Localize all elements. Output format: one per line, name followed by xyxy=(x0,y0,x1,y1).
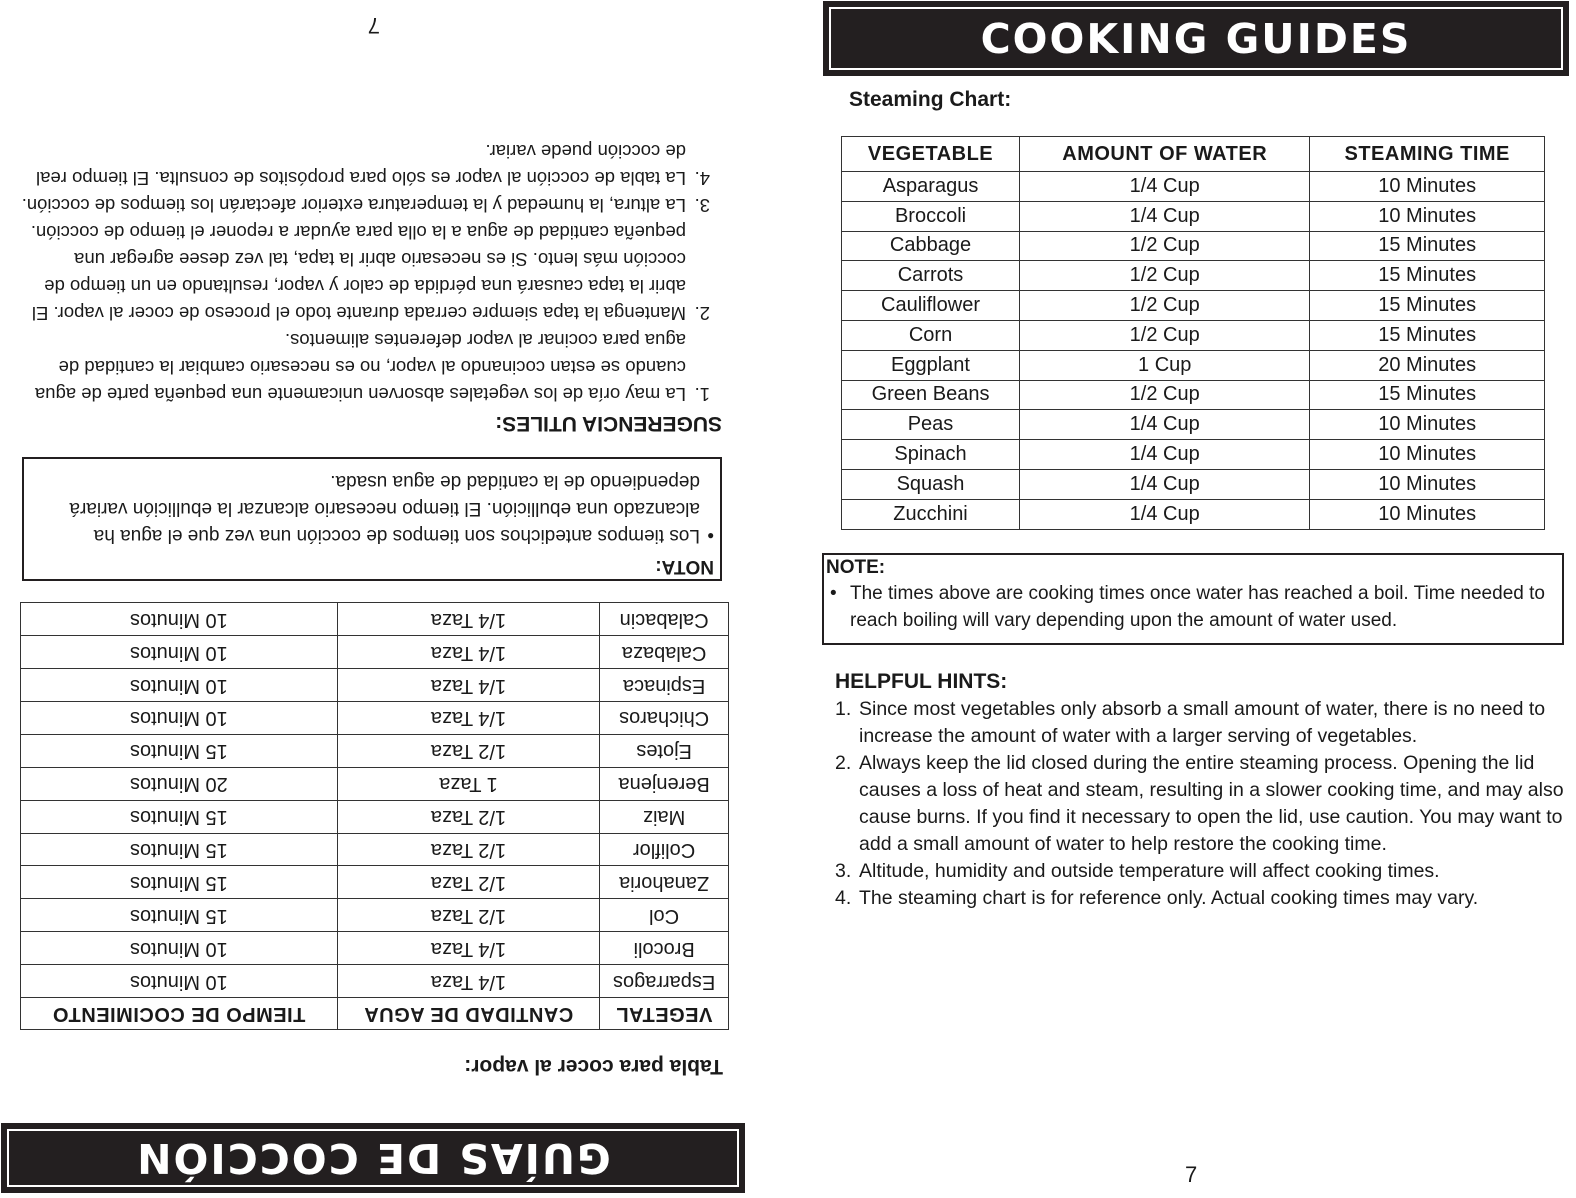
english-note-label: NOTE: xyxy=(826,557,886,578)
table-cell: 1/2 Taza xyxy=(337,866,599,899)
table-row xyxy=(21,734,729,767)
table-row xyxy=(21,800,729,833)
hint-line: agua para cocinar al vapor deferentes alimentos. xyxy=(284,330,686,351)
table-cell: 10 Minutos xyxy=(21,932,338,965)
table-row xyxy=(842,499,1545,529)
table-cell: Col xyxy=(600,899,729,932)
table-cell: 10 Minutos xyxy=(21,701,338,734)
column-header: VEGETAL xyxy=(600,998,729,1030)
table-row xyxy=(21,701,729,734)
spanish-title: GUÍAS DE COCCIÓN xyxy=(135,1134,611,1182)
table-row xyxy=(21,833,729,866)
table-cell: 1/4 Cup xyxy=(1020,410,1310,440)
hint-number: 2. xyxy=(694,303,710,324)
table-cell: 1/4 Taza xyxy=(337,603,599,636)
table-row xyxy=(842,440,1545,470)
table-cell: 1/4 Taza xyxy=(337,636,599,669)
table-cell: 1/2 Taza xyxy=(337,899,599,932)
hint-number: 1. xyxy=(835,698,852,720)
hint-number: 3. xyxy=(835,860,852,882)
hint-item xyxy=(835,885,1570,912)
table-cell: 1/2 Cup xyxy=(1020,261,1310,291)
hint-item xyxy=(835,750,1570,858)
table-row xyxy=(21,965,729,998)
table-cell: 1/2 Cup xyxy=(1020,291,1310,321)
table-row xyxy=(21,932,729,965)
table-cell: 10 Minutes xyxy=(1310,440,1545,470)
hint-item xyxy=(4,219,710,327)
table-row xyxy=(842,320,1545,350)
english-title: COOKING GUIDES xyxy=(980,14,1412,63)
table-cell: 15 Minutes xyxy=(1310,320,1545,350)
english-steaming-table xyxy=(841,136,1545,530)
table-cell: 10 Minutes xyxy=(1310,410,1545,440)
table-cell: 10 Minutes xyxy=(1310,172,1545,202)
english-page xyxy=(788,0,1576,1198)
table-row xyxy=(842,201,1545,231)
table-cell: 15 Minutes xyxy=(1310,261,1545,291)
table-cell: 15 Minutes xyxy=(1310,231,1545,261)
hint-line: The steaming chart is for reference only. Actual cooking times may vary. xyxy=(859,887,1479,909)
table-header-row xyxy=(21,998,729,1030)
spanish-page-number: 7 xyxy=(367,13,380,38)
english-chart-heading: Steaming Chart: xyxy=(849,88,1012,111)
table-cell: Green Beans xyxy=(842,380,1020,410)
table-cell: Calabacin xyxy=(600,603,729,636)
table-cell: 10 Minutos xyxy=(21,636,338,669)
hint-line: increase the amount of water with a larger serving of vegetables. xyxy=(859,725,1418,747)
table-cell: 1/2 Cup xyxy=(1020,231,1310,261)
column-header: AMOUNT OF WATER xyxy=(1020,137,1310,172)
column-header: CANTIDAD DE AGUA xyxy=(337,998,599,1030)
table-cell: Peas xyxy=(842,410,1020,440)
table-cell: Esparragos xyxy=(600,965,729,998)
english-page-number: 7 xyxy=(1185,1162,1198,1187)
table-row xyxy=(842,350,1545,380)
hint-number: 1. xyxy=(694,384,710,405)
note-line: dependiendo de la cantidad de agua usada. xyxy=(330,471,700,492)
table-row xyxy=(842,261,1545,291)
table-cell: Coliflor xyxy=(600,833,729,866)
hint-item xyxy=(4,138,710,192)
table-cell: 15 Minutes xyxy=(1310,291,1545,321)
table-cell: 10 Minutos xyxy=(21,603,338,636)
table-cell: 15 Minutos xyxy=(21,899,338,932)
spanish-chart-heading: Tabla para cocer al vapor: xyxy=(464,1055,723,1078)
table-cell: Calabaza xyxy=(600,636,729,669)
table-row xyxy=(842,291,1545,321)
table-row xyxy=(21,636,729,669)
table-cell: Corn xyxy=(842,320,1020,350)
table-cell: 1/4 Cup xyxy=(1020,440,1310,470)
hint-line: Altitude, humidity and outside temperature will affect cooking times. xyxy=(859,860,1440,882)
table-cell: Squash xyxy=(842,469,1020,499)
table-cell: Zucchini xyxy=(842,499,1020,529)
table-cell: 1/2 Taza xyxy=(337,833,599,866)
table-cell: 1/2 Taza xyxy=(337,734,599,767)
table-row xyxy=(842,410,1545,440)
table-cell: 10 Minutos xyxy=(21,965,338,998)
hint-line: Always keep the lid closed during the entire steaming process. Opening the lid xyxy=(859,752,1535,774)
table-cell: 20 Minutes xyxy=(1310,350,1545,380)
hint-item xyxy=(4,327,710,408)
spanish-note-label: NOTA: xyxy=(655,556,714,577)
table-row xyxy=(21,866,729,899)
table-cell: Carrots xyxy=(842,261,1020,291)
table-cell: Chicharos xyxy=(600,701,729,734)
hint-line: cause burns. If you find it necessary to open the lid, use caution. You may want to xyxy=(859,806,1563,828)
hint-line: Since most vegetables only absorb a small amount of water, there is no need to xyxy=(859,698,1546,720)
hint-line: La altura, la humedad y la temperatura exterior afectarán los tiempos de cocción. xyxy=(21,195,686,216)
table-cell: 10 Minutes xyxy=(1310,469,1545,499)
spanish-title-bar xyxy=(1,1123,745,1193)
spanish-steaming-table xyxy=(20,602,729,1030)
note-line: Los tiempos antedichos son tiempos de cocción una vez que el agua ha xyxy=(93,525,700,546)
hint-line: La may oría de los vegetales absorven unicamente una pequeña parte de agua xyxy=(34,384,686,405)
table-row xyxy=(21,767,729,800)
note-line: The times above are cooking times once water has reached a boil. Time needed to xyxy=(850,583,1545,604)
hint-number: 3. xyxy=(694,195,710,216)
column-header: VEGETABLE xyxy=(842,137,1020,172)
bullet-icon: • xyxy=(707,524,714,545)
table-row xyxy=(842,231,1545,261)
table-row xyxy=(842,380,1545,410)
note-line: reach boiling will vary depending upon the amount of water used. xyxy=(850,610,1398,631)
table-cell: 1 Cup xyxy=(1020,350,1310,380)
table-cell: 15 Minutes xyxy=(1310,380,1545,410)
english-title-bar xyxy=(823,1,1569,76)
hint-line: pequeña cantidad de agua a la olla para ayudar a reponer el tiempo de cocción. xyxy=(30,222,686,243)
table-cell: Spinach xyxy=(842,440,1020,470)
table-row xyxy=(842,469,1545,499)
table-cell: Ejotes xyxy=(600,734,729,767)
table-cell: Espinaca xyxy=(600,669,729,702)
table-cell: 1/2 Cup xyxy=(1020,380,1310,410)
hint-number: 2. xyxy=(835,752,852,774)
table-cell: Maiz xyxy=(600,800,729,833)
english-hints-heading: HELPFUL HINTS: xyxy=(835,670,1008,693)
table-row xyxy=(21,603,729,636)
hint-item xyxy=(4,192,710,219)
hint-item xyxy=(835,858,1570,885)
hint-line: causes a loss of heat and steam, resulting in a slower cooking time, and may also xyxy=(859,779,1564,801)
table-cell: 1/2 Taza xyxy=(337,800,599,833)
hint-line: Mantenga la tapa siempre cerrada durante todo el proceso de cocer al vapor. El xyxy=(31,303,686,324)
table-cell: Eggplant xyxy=(842,350,1020,380)
table-cell: 20 Minutos xyxy=(21,767,338,800)
english-hints-list xyxy=(835,696,1570,912)
table-cell: Cauliflower xyxy=(842,291,1020,321)
table-header-row xyxy=(842,137,1545,172)
table-cell: 15 Minutos xyxy=(21,833,338,866)
hint-line: La tabla de cocción al vapor es sólo para propósitos de consulta. El tiempo real xyxy=(36,168,686,189)
bullet-icon: • xyxy=(830,583,837,604)
column-header: TIEMPO DE COCIMIENTO xyxy=(21,998,338,1030)
column-header: STEAMING TIME xyxy=(1310,137,1545,172)
hint-line: add a small amount of water to help restore the cooking time. xyxy=(859,833,1387,855)
table-cell: 1/4 Cup xyxy=(1020,201,1310,231)
hint-number: 4. xyxy=(835,887,852,909)
table-cell: 1/4 Taza xyxy=(337,965,599,998)
table-cell: 1/4 Cup xyxy=(1020,499,1310,529)
table-row xyxy=(21,669,729,702)
table-row xyxy=(21,899,729,932)
table-cell: 1/2 Cup xyxy=(1020,320,1310,350)
table-cell: Broccoli xyxy=(842,201,1020,231)
table-cell: Brocoli xyxy=(600,932,729,965)
table-cell: Berenjena xyxy=(600,767,729,800)
table-cell: 10 Minutes xyxy=(1310,201,1545,231)
table-cell: Zanahoria xyxy=(600,866,729,899)
english-note-box xyxy=(822,553,1564,645)
hint-line: abrir la tapa causará una pérdida de calor y vapor, resultando en un tiempo de xyxy=(44,276,686,297)
table-cell: 1/4 Taza xyxy=(337,669,599,702)
spanish-note-box xyxy=(22,457,722,581)
table-cell: 10 Minutes xyxy=(1310,499,1545,529)
table-cell: 15 Minutos xyxy=(21,800,338,833)
table-cell: 1/4 Cup xyxy=(1020,172,1310,202)
table-cell: 15 Minutos xyxy=(21,734,338,767)
hint-number: 4. xyxy=(694,168,710,189)
table-cell: 1 Taza xyxy=(337,767,599,800)
spanish-hints-list xyxy=(4,138,710,408)
table-cell: Cabbage xyxy=(842,231,1020,261)
hint-line: de cocción puede variar. xyxy=(485,141,686,162)
table-cell: 1/4 Taza xyxy=(337,932,599,965)
table-row xyxy=(842,172,1545,202)
table-cell: 10 Minutos xyxy=(21,669,338,702)
hint-line: cuando se estan cocinando al vapor, no es necesario cambiar la cantidad de xyxy=(58,357,686,378)
spanish-note-text xyxy=(69,468,700,549)
table-cell: 1/4 Taza xyxy=(337,701,599,734)
table-cell: 1/4 Cup xyxy=(1020,469,1310,499)
english-note-text xyxy=(850,580,1545,634)
table-cell: 15 Minutos xyxy=(21,866,338,899)
spanish-hints-heading: SUGERENCIA UTILES: xyxy=(495,412,722,435)
hint-line: cocción más lento. Si es necesario abrir la tapa, tal vez desee agregar una xyxy=(74,249,686,270)
note-line: alcanzado una ebullición. El tiempo necesario alcanzar la ebullición variará xyxy=(69,498,700,519)
table-cell: Asparagus xyxy=(842,172,1020,202)
hint-item xyxy=(835,696,1570,750)
